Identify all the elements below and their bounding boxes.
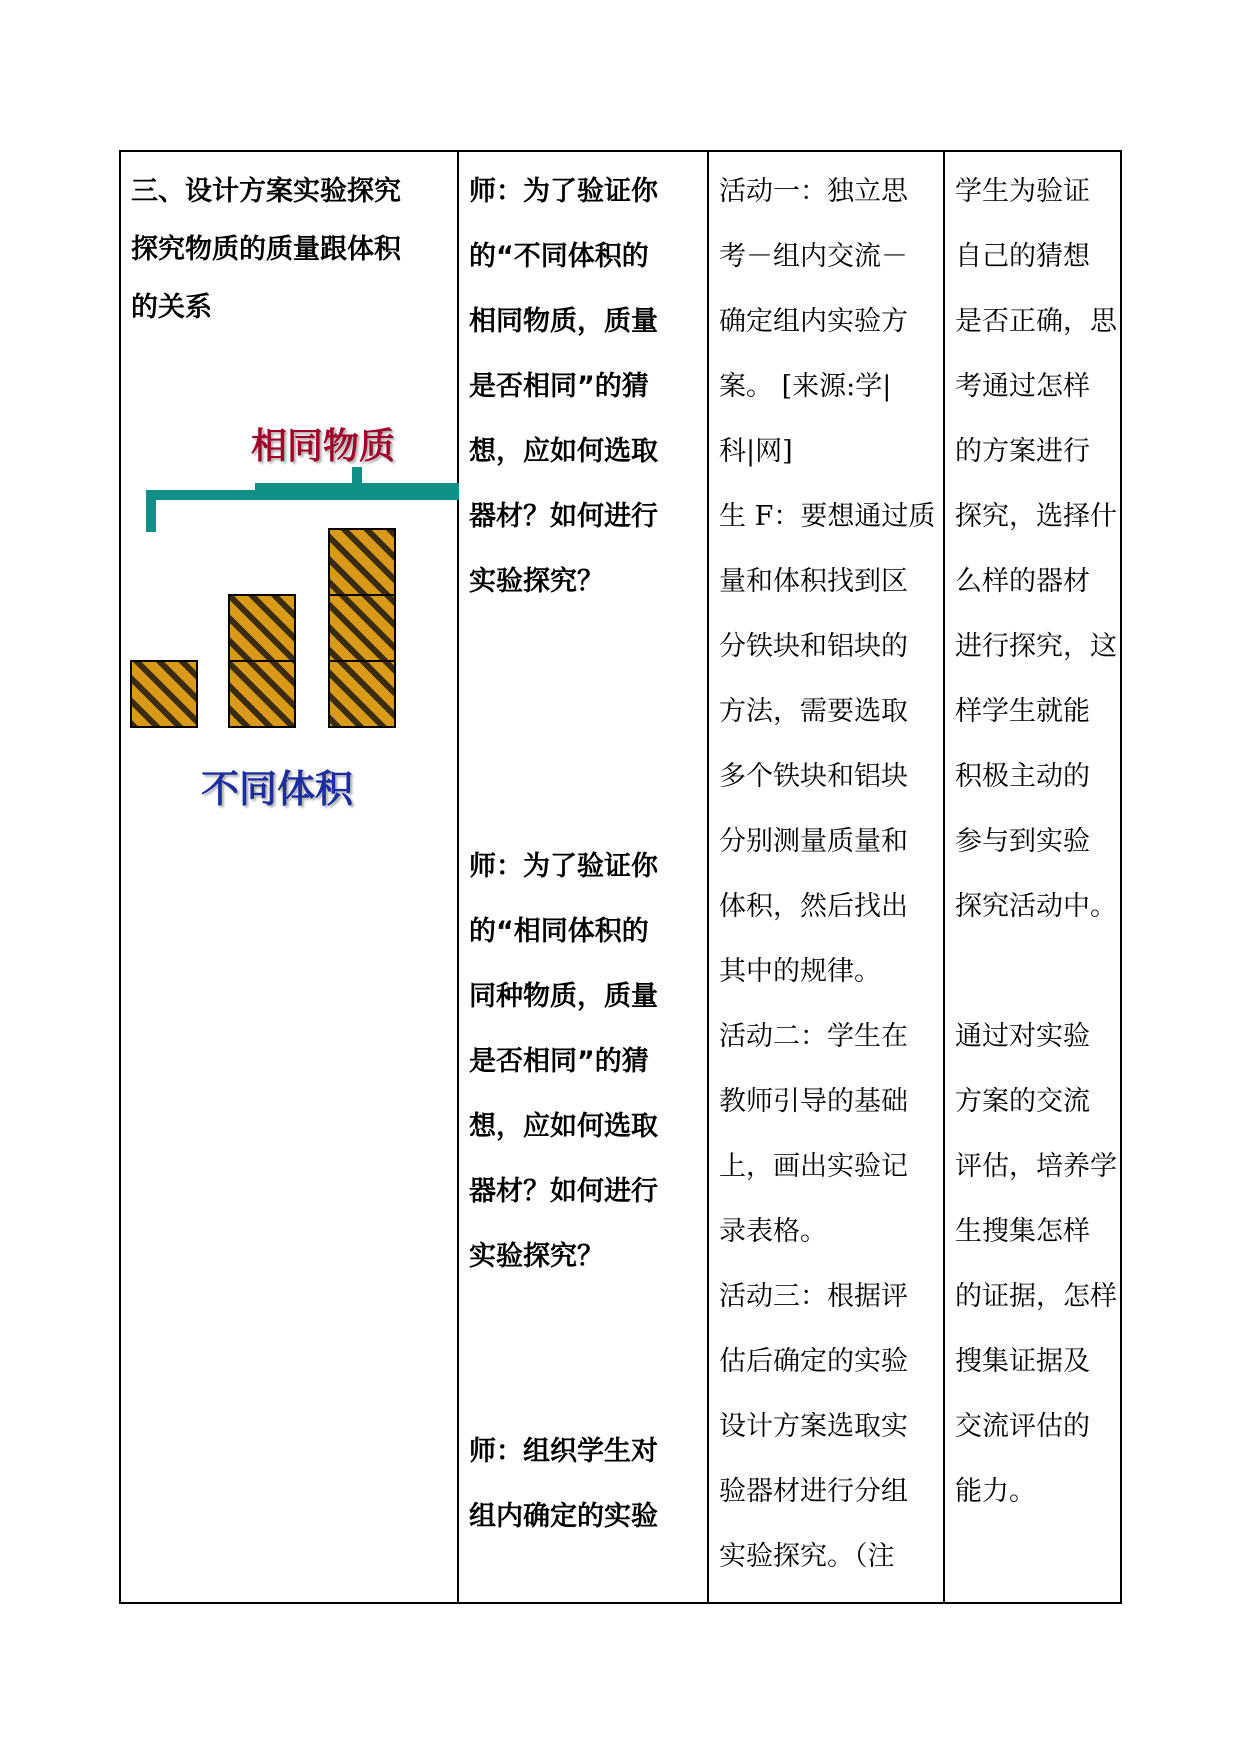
activity-text-line: 活动三：根据评 (719, 1281, 908, 1312)
intent-text-line: 搜集证据及 (955, 1346, 1090, 1377)
different-volume-label: 不同体积 (201, 769, 354, 811)
activity-text-line: 生 F：要想通过质 (719, 501, 936, 532)
teacher-text-line: 师：为了验证你 (469, 851, 658, 882)
column-student-activity (709, 152, 945, 1602)
teacher-text-line: 同种物质，质量 (469, 981, 658, 1012)
bracket (151, 467, 459, 532)
activity-text-line: 录表格。 (719, 1216, 827, 1247)
activity-text-line: 设计方案选取实 (719, 1411, 908, 1442)
teacher-text-line: 实验探究？ (469, 1241, 604, 1272)
activity-text-line: 案。 [来源:学| (719, 371, 892, 402)
intent-text-line: 学生为验证 (955, 176, 1090, 207)
intent-text-line: 评估，培养学 (955, 1151, 1117, 1182)
intent-text-line: 交流评估的 (955, 1411, 1090, 1442)
teacher-text-line: 器材？如何进行 (469, 1176, 658, 1207)
teacher-text-line: 实验探究？ (469, 566, 604, 597)
intent-text-line: 的方案进行 (955, 436, 1090, 467)
intent-text-line: 探究，选择什 (955, 501, 1117, 532)
column-design-intent (945, 152, 1122, 1602)
activity-text-line: 其中的规律。 (719, 956, 881, 987)
activity-text-line: 估后确定的实验 (719, 1346, 908, 1377)
activity-text-line: 体积，然后找出 (719, 891, 908, 922)
intent-text-line: 参与到实验 (955, 826, 1090, 857)
activity-text-line: 分铁块和铝块的 (719, 631, 908, 662)
intent-text-line: 的证据，怎样 (955, 1281, 1117, 1312)
intent-text-line: 方案的交流 (955, 1086, 1090, 1117)
block (329, 661, 395, 727)
teacher-text-line: 想，应如何选取 (469, 1111, 658, 1142)
intent-text-line: 生搜集怎样 (955, 1216, 1090, 1247)
column-section (121, 152, 459, 1602)
teacher-text-line: 组内确定的实验 (469, 1501, 658, 1532)
activity-text-line: 活动二：学生在 (719, 1021, 908, 1052)
same-substance-label: 相同物质 (251, 425, 396, 466)
block (329, 595, 395, 661)
intent-text-line: 探究活动中。 (955, 891, 1117, 922)
intent-text-line: 自己的猜想 (955, 241, 1090, 272)
block (131, 661, 197, 727)
teacher-text-line: 的“相同体积的 (469, 916, 649, 947)
teacher-text-line: 师：为了验证你 (469, 176, 658, 207)
activity-text-line: 验器材进行分组 (719, 1476, 908, 1507)
intent-text-line: 通过对实验 (955, 1021, 1090, 1052)
section-title-line-2: 探究物质的质量跟体积 (131, 234, 401, 265)
section-title-line-1: 三、设计方案实验探究 (131, 176, 401, 207)
teacher-text-line: 相同物质，质量 (469, 306, 658, 337)
activity-text-line: 上，画出实验记 (719, 1151, 908, 1182)
teacher-text-line: 师：组织学生对 (469, 1436, 658, 1467)
teacher-text-line: 的“不同体积的 (469, 241, 649, 272)
block (229, 661, 295, 727)
block (329, 529, 395, 595)
intent-text-line: 积极主动的 (955, 761, 1090, 792)
teacher-text-line: 想，应如何选取 (469, 436, 658, 467)
teacher-text-line: 是否相同”的猜 (469, 371, 649, 402)
intent-text-line: 么样的器材 (955, 566, 1090, 597)
activity-text-line: 确定组内实验方 (719, 306, 908, 337)
activity-text-line: 量和体积找到区 (719, 566, 908, 597)
intent-text-line: 是否正确，思 (955, 306, 1117, 337)
activity-text-line: 方法，需要选取 (719, 696, 908, 727)
block-stacks (131, 529, 395, 727)
mass-volume-diagram (121, 152, 459, 832)
block (229, 595, 295, 661)
activity-text-line: 活动一：独立思 (719, 176, 908, 207)
activity-text-line: 多个铁块和铝块 (719, 761, 908, 792)
intent-text-line: 样学生就能 (955, 696, 1090, 727)
section-title-line-3: 的关系 (131, 292, 212, 323)
lesson-table (119, 150, 1122, 1604)
teacher-text-line: 器材？如何进行 (469, 501, 658, 532)
column-teacher (459, 152, 709, 1602)
activity-text-line: 教师引导的基础 (719, 1086, 908, 1117)
activity-text-line: 考－组内交流－ (719, 241, 908, 272)
activity-text-line: 分别测量质量和 (719, 826, 908, 857)
activity-text-line: 科|网] (719, 436, 793, 467)
teacher-text-line: 是否相同”的猜 (469, 1046, 649, 1077)
intent-text-line: 能力。 (955, 1476, 1036, 1507)
intent-text-line: 进行探究，这 (955, 631, 1117, 662)
activity-text-line: 实验探究。（注 (719, 1541, 895, 1572)
intent-text-line: 考通过怎样 (955, 371, 1090, 402)
